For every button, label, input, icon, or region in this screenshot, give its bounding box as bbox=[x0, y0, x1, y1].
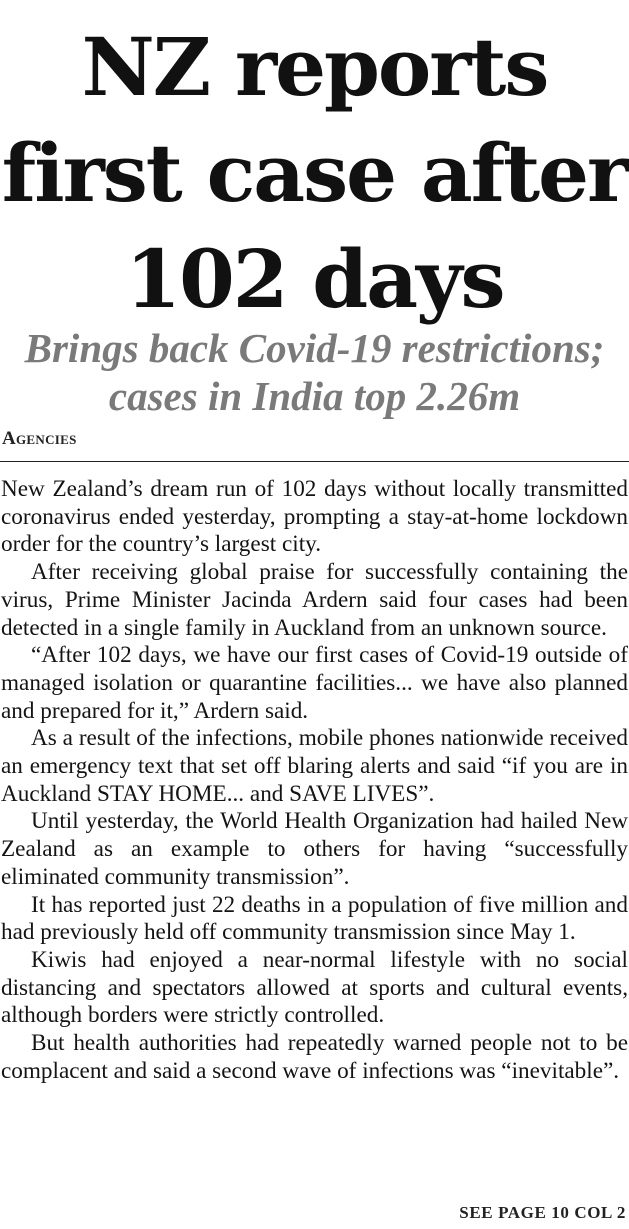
headline-line: first case after bbox=[1, 126, 628, 220]
article-paragraph: Kiwis had enjoyed a near-normal lifestyle with no social distancing and spectators allowed at sports and cultural events, although borders were strictly controlled. bbox=[1, 946, 628, 1029]
subheadline-line: cases in India top 2.26m bbox=[108, 373, 521, 419]
article-paragraph: After receiving global praise for successfully containing the virus, Prime Minister Jacinda Ardern said four cases had been detected in a single family in Auckland from an unknown source. bbox=[1, 559, 628, 641]
article-paragraph: It has reported just 22 deaths in a population of five million and had previously held off community transmission since May 1. bbox=[1, 891, 628, 946]
subheadline-line: Brings back Covid-19 restrictions; bbox=[24, 325, 605, 371]
article-paragraph: New Zealand’s dream run of 102 days without locally transmitted coronavirus ended yesterday, prompting a stay-at-home lockdown order for the country’s largest city. bbox=[1, 476, 628, 558]
article-paragraph: As a result of the infections, mobile phones nationwide received an emergency text that set off blaring alerts and said “if you are in Auckland STAY HOME... and SAVE LIVES”. bbox=[1, 725, 628, 807]
headline-line: 102 days bbox=[125, 232, 504, 326]
article-paragraph: “After 102 days, we have our first cases of Covid-19 outside of managed isolation or quarantine facilities... we have also planned and prepared for it,” Ardern said. bbox=[1, 642, 628, 724]
article-paragraph: But health authorities had repeatedly warned people not to be complacent and said a second wave of infections was “inevitable”. bbox=[1, 1030, 628, 1084]
byline: Agencies bbox=[2, 428, 77, 449]
headline-line: NZ reports bbox=[81, 20, 548, 114]
subheadline bbox=[0, 324, 629, 420]
headline bbox=[0, 14, 629, 332]
article-body bbox=[1, 476, 628, 1085]
continuation-jump-line: SEE PAGE 10 COL 2 bbox=[459, 1203, 626, 1222]
article-paragraph: Until yesterday, the World Health Organization had hailed New Zealand as an example to others for having “successfully eliminated community transmission”. bbox=[1, 808, 628, 890]
byline-divider bbox=[0, 461, 629, 462]
